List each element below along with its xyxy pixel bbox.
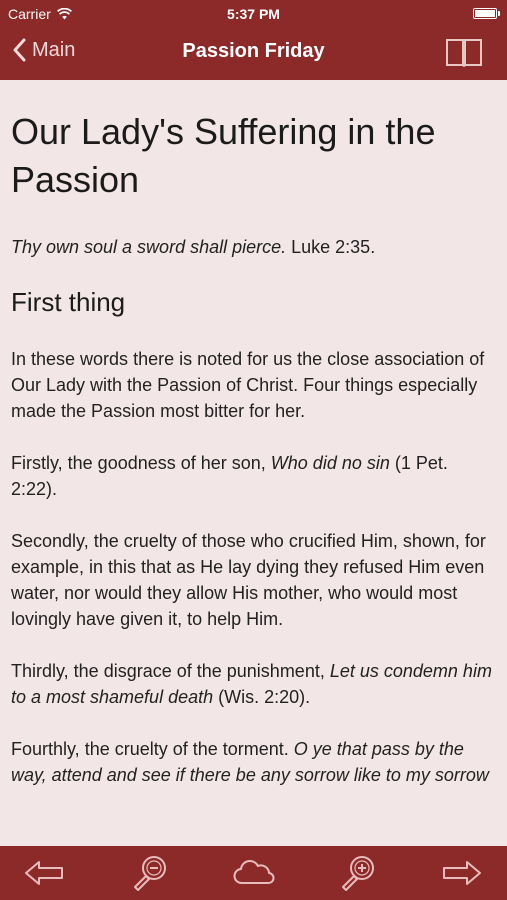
- back-button-label: Main: [32, 38, 76, 61]
- paragraph: In these words there is noted for us the close association of Our Lady with the Passion of Christ. Four things especially made the Passion most bitter for her.: [11, 349, 485, 421]
- status-time: 5:37 PM: [227, 6, 280, 22]
- next-button[interactable]: [440, 854, 484, 892]
- paragraph: [11, 736, 495, 788]
- status-bar: [0, 0, 507, 28]
- zoom-out-icon: [130, 854, 170, 892]
- zoom-in-icon: [338, 854, 378, 892]
- paragraph: [11, 450, 495, 502]
- paragraph: [11, 658, 495, 710]
- navigation-bar: [0, 28, 507, 80]
- battery-icon: [473, 8, 497, 19]
- paragraph-text: (1 Pet. 2:22).: [11, 453, 448, 499]
- book-icon: [445, 36, 483, 68]
- paragraph-italic: Who did no sin: [270, 453, 390, 473]
- cloud-icon: [232, 858, 276, 888]
- paragraph-text: Firstly, the goodness of her son,: [11, 453, 271, 473]
- previous-button[interactable]: [22, 854, 66, 892]
- epigraph-text: Thy own soul a sword shall pierce.: [11, 237, 287, 257]
- article-content[interactable]: [0, 80, 507, 846]
- book-button[interactable]: [445, 36, 483, 68]
- paragraph: Secondly, the cruelty of those who crucified Him, shown, for example, in this that as He lay dying they refused Him even water, nor would they allow His mother, who would most lovingly have given it, to help Him.: [11, 531, 486, 629]
- cloud-button[interactable]: [232, 854, 276, 892]
- article-title: Our Lady's Suffering in the Passion: [11, 111, 436, 200]
- bottom-toolbar: [0, 846, 507, 900]
- arrow-right-icon: [440, 858, 484, 888]
- zoom-in-button[interactable]: [336, 854, 380, 892]
- paragraph-text: Fourthly, the cruelty of the torment.: [11, 739, 294, 759]
- paragraph-text: (Wis. 2:20).: [213, 687, 311, 707]
- epigraph: [11, 234, 495, 260]
- epigraph-reference: Luke 2:35.: [286, 237, 376, 257]
- zoom-out-button[interactable]: [128, 854, 172, 892]
- paragraph-italic: O ye that pass by the way, attend and see if there be any sorrow like to my sorrow: [11, 739, 489, 785]
- carrier-label: Carrier: [8, 6, 51, 22]
- section-heading: First thing: [11, 287, 126, 317]
- nav-title: Passion Friday: [182, 40, 325, 62]
- arrow-left-icon: [22, 858, 66, 888]
- paragraph-italic: Let us condemn him to a most shameful death: [11, 661, 492, 707]
- paragraph-text: Thirdly, the disgrace of the punishment,: [11, 661, 330, 681]
